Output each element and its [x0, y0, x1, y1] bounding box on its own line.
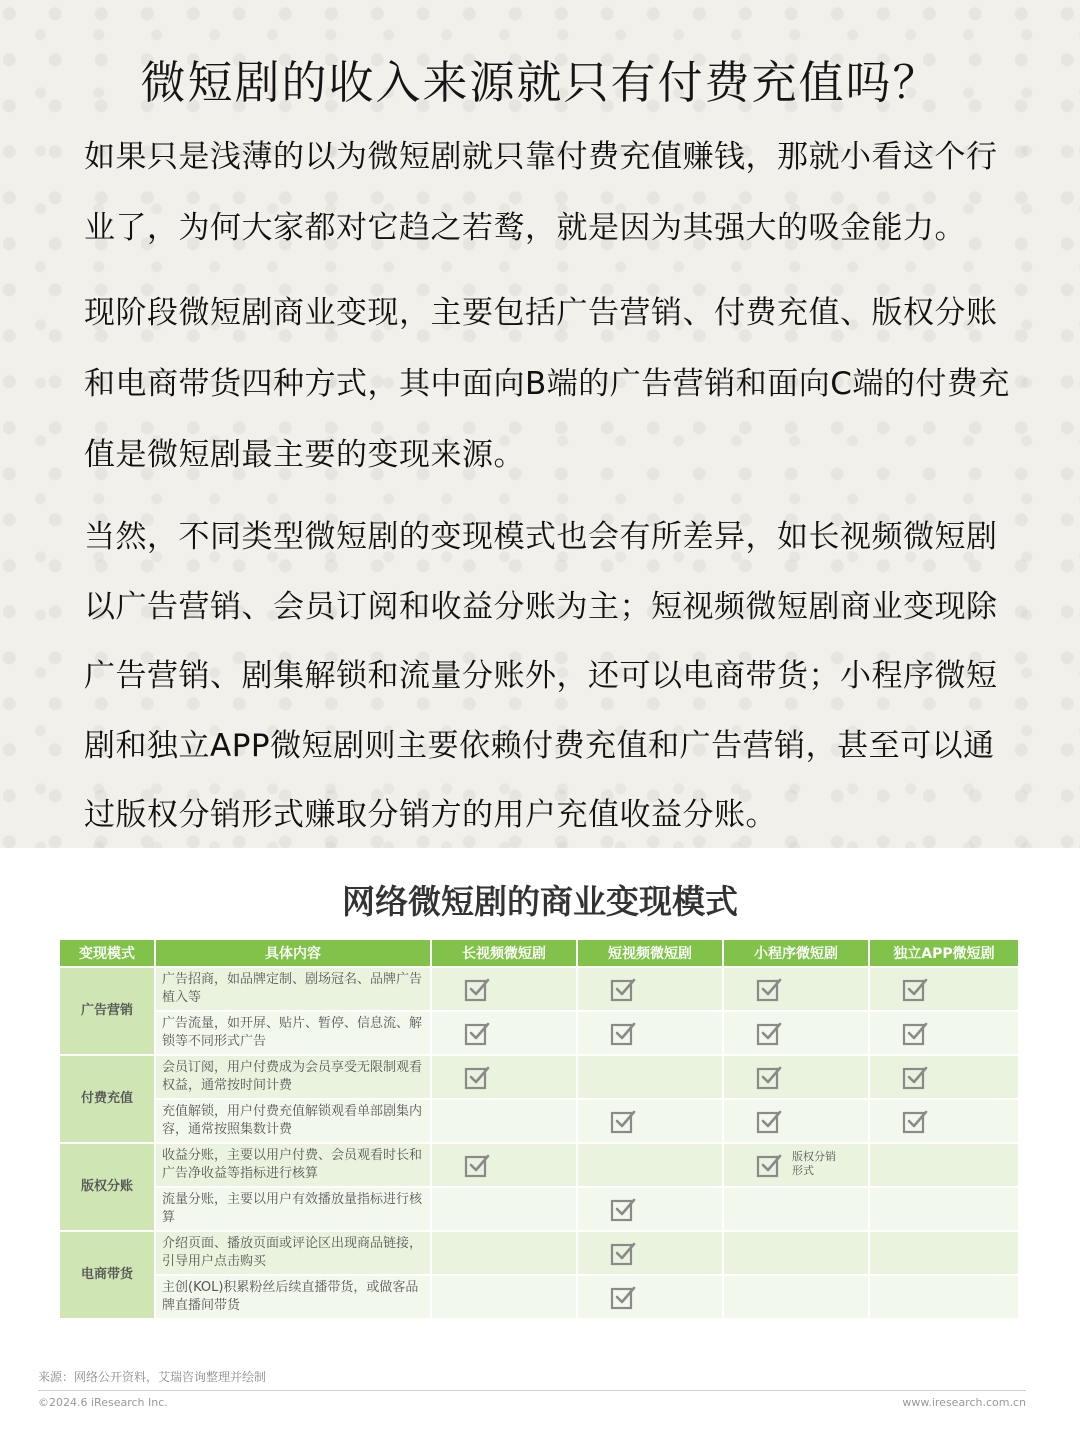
- check-cell: [578, 1232, 722, 1274]
- table-row: [60, 1276, 1018, 1318]
- table-row: [60, 1056, 1018, 1098]
- check-cell: [724, 1188, 868, 1230]
- check-cell: [870, 1056, 1018, 1098]
- check-cell: [870, 1276, 1018, 1318]
- report-figure: [0, 848, 1080, 1440]
- checkbox-checked-icon: [756, 1152, 782, 1178]
- table-row: [60, 1144, 1018, 1186]
- checkbox-checked-icon: [464, 1152, 490, 1178]
- mode-cell: 广告营销: [60, 968, 154, 1054]
- check-cell: [578, 1100, 722, 1142]
- header-mini-program: 小程序微短剧: [724, 940, 868, 966]
- check-cell: [870, 968, 1018, 1010]
- check-cell: [870, 1188, 1018, 1230]
- table-body: [60, 968, 1018, 1318]
- check-cell: [432, 1012, 576, 1054]
- mode-cell: 版权分账: [60, 1144, 154, 1230]
- checkbox-checked-icon: [464, 1064, 490, 1090]
- checkbox-checked-icon: [610, 976, 636, 1002]
- checkbox-checked-icon: [902, 976, 928, 1002]
- checkbox-checked-icon: [756, 976, 782, 1002]
- check-cell: [870, 1144, 1018, 1186]
- check-cell: [724, 1012, 868, 1054]
- table-row: [60, 1100, 1018, 1142]
- content-cell: 介绍页面、播放页面或评论区出现商品链接，引导用户点击购买: [156, 1232, 430, 1274]
- checkbox-checked-icon: [610, 1240, 636, 1266]
- website-text: www.iresearch.com.cn: [902, 1396, 1026, 1409]
- footer-divider: [38, 1390, 1026, 1391]
- content-cell: 广告流量，如开屏、贴片、暂停、信息流、解锁等不同形式广告: [156, 1012, 430, 1054]
- header-standalone-app: 独立APP微短剧: [870, 940, 1018, 966]
- table-row: [60, 968, 1018, 1010]
- article-paragraph-1: 如果只是浅薄的以为微短剧就只靠付费充值赚钱，那就小看这个行业了，为何大家都对它趋之若鹜，就是因为其强大的吸金能力。: [84, 139, 998, 246]
- checkbox-checked-icon: [756, 1020, 782, 1046]
- checkbox-checked-icon: [902, 1064, 928, 1090]
- checkbox-checked-icon: [610, 1020, 636, 1046]
- monetization-table: [58, 938, 1020, 1320]
- checkbox-checked-icon: [464, 1020, 490, 1046]
- checkbox-checked-icon: [756, 1064, 782, 1090]
- report-title: 网络微短剧的商业变现模式: [342, 882, 738, 921]
- checkbox-checked-icon: [902, 1108, 928, 1134]
- content-cell: 收益分账，主要以用户付费、会员观看时长和广告净收益等指标进行核算: [156, 1144, 430, 1186]
- check-cell: [432, 1232, 576, 1274]
- check-cell: [724, 1100, 868, 1142]
- header-mode: 变现模式: [60, 940, 154, 966]
- table-row: [60, 1012, 1018, 1054]
- checkbox-checked-icon: [610, 1108, 636, 1134]
- checkbox-checked-icon: [610, 1284, 636, 1310]
- content-cell: 流量分账，主要以用户有效播放量指标进行核算: [156, 1188, 430, 1230]
- check-cell: [578, 968, 722, 1010]
- check-cell: [578, 1188, 722, 1230]
- article-paragraph-2: 现阶段微短剧商业变现，主要包括广告营销、付费充值、版权分账和电商带货四种方式，其中面向B端的广告营销和面向C端的付费充值是微短剧最主要的变现来源。: [84, 295, 1010, 473]
- check-cell: [724, 1276, 868, 1318]
- check-cell: [432, 1056, 576, 1098]
- check-cell: [432, 1100, 576, 1142]
- check-cell: [870, 1100, 1018, 1142]
- check-cell: [870, 1012, 1018, 1054]
- content-cell: 广告招商，如品牌定制、剧场冠名、品牌广告植入等: [156, 968, 430, 1010]
- content-cell: 充值解锁，用户付费充值解锁观看单部剧集内容，通常按照集数计费: [156, 1100, 430, 1142]
- check-cell: [432, 1144, 576, 1186]
- check-cell: [724, 968, 868, 1010]
- checkbox-checked-icon: [902, 1020, 928, 1046]
- check-cell: [578, 1012, 722, 1054]
- header-short-video: 短视频微短剧: [578, 940, 722, 966]
- header-content: 具体内容: [156, 940, 430, 966]
- mode-cell: 电商带货: [60, 1232, 154, 1318]
- checkbox-checked-icon: [610, 1196, 636, 1222]
- source-note: 来源：网络公开资料，艾瑞咨询整理并绘制: [38, 1370, 267, 1384]
- check-cell: [578, 1056, 722, 1098]
- table-row: [60, 1232, 1018, 1274]
- table-row: [60, 1188, 1018, 1230]
- table-header-row: [60, 940, 1018, 966]
- checkbox-checked-icon: [756, 1108, 782, 1134]
- check-note: 版权分销形式: [792, 1150, 836, 1177]
- content-cell: 会员订阅，用户付费成为会员享受无限制观看权益，通常按时间计费: [156, 1056, 430, 1098]
- mode-cell: 付费充值: [60, 1056, 154, 1142]
- content-cell: 主创(KOL)积累粉丝后续直播带货，或做客品牌直播间带货: [156, 1276, 430, 1318]
- check-cell: [724, 1144, 868, 1186]
- article-headline: 微短剧的收入来源就只有付费充值吗？: [140, 56, 940, 109]
- article-paragraph-3: 当然，不同类型微短剧的变现模式也会有所差异，如长视频微短剧以广告营销、会员订阅和收益分账为主；短视频微短剧商业变现除广告营销、剧集解锁和流量分账外，还可以电商带货；小程序微短剧和独立APP微短剧则主要依赖付费充值和广告营销，甚至可以通过版权分销形式赚取分销方的用户充值收益分账。: [84, 519, 998, 833]
- check-cell: [870, 1232, 1018, 1274]
- header-long-video: 长视频微短剧: [432, 940, 576, 966]
- check-cell: [432, 1188, 576, 1230]
- check-cell: [578, 1276, 722, 1318]
- check-cell: [724, 1232, 868, 1274]
- copyright-text: ©2024.6 iResearch Inc.: [38, 1396, 168, 1409]
- checkbox-checked-icon: [464, 976, 490, 1002]
- check-cell: [578, 1144, 722, 1186]
- check-cell: [432, 1276, 576, 1318]
- check-cell: [432, 968, 576, 1010]
- check-cell: [724, 1056, 868, 1098]
